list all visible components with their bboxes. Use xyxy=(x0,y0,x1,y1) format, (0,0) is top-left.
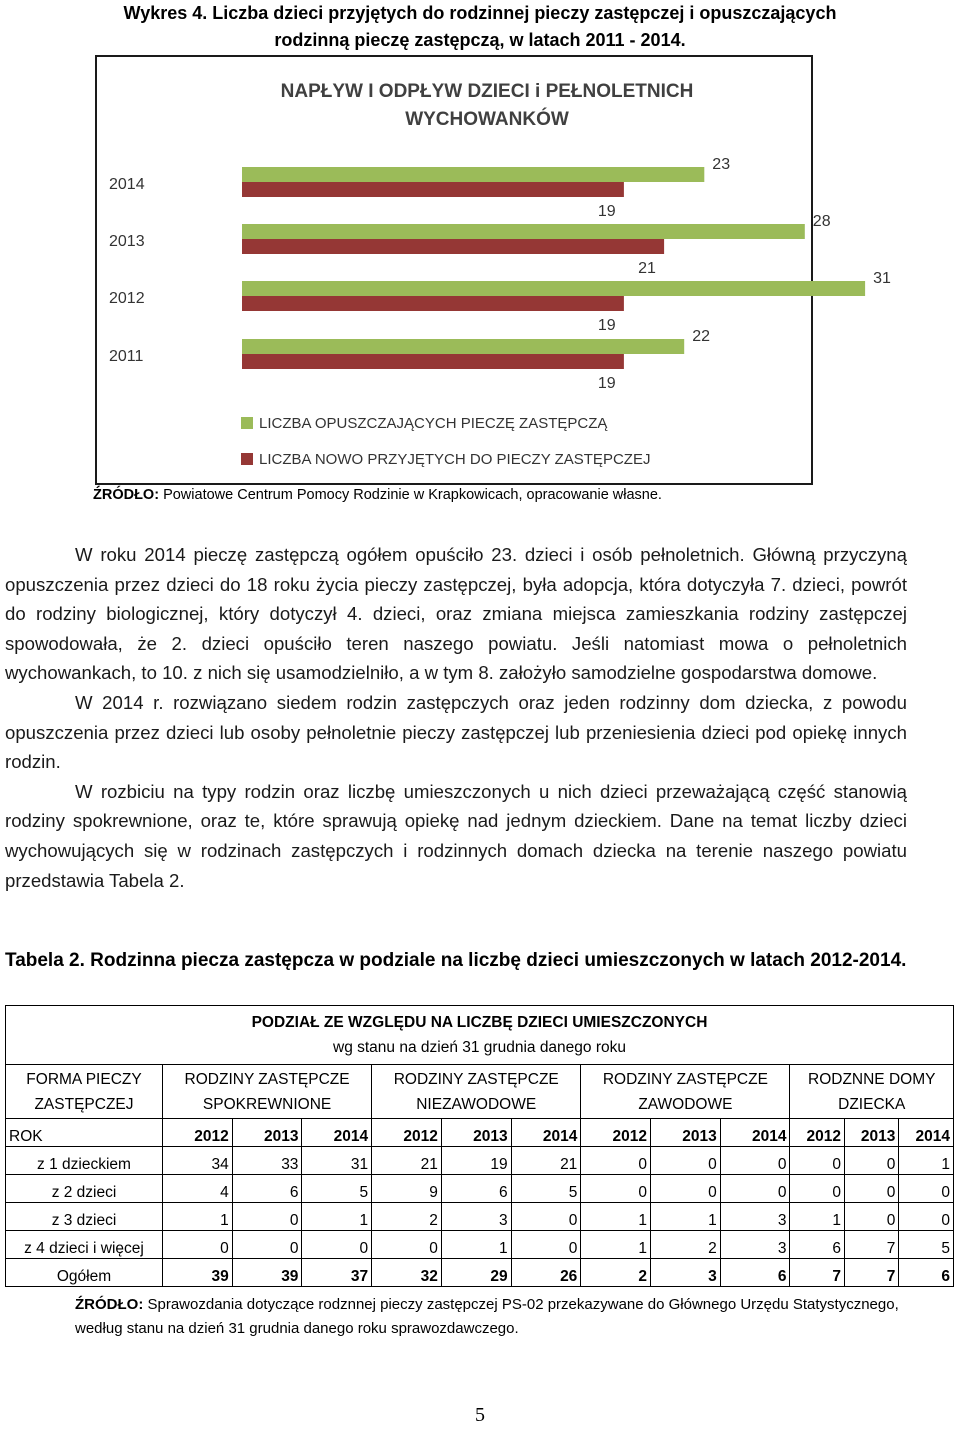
paragraph-3: W rozbiciu na typy rodzin oraz liczbę umieszczonych u nich dzieci przeważającą część stanowią rodziny spokrewnione, oraz te, które sprawują opiekę nad jednym dzieckiem. Dane na temat liczby dzieci wychowujących się w rodzinach zastępczych i rodzinnych domach dziecka na terenie naszego powiatu przedstawia Tabela 2. xyxy=(5,780,907,891)
chart-source-label: ŹRÓDŁO: xyxy=(93,487,160,503)
table-cell: 5 xyxy=(899,1231,954,1259)
year-cell: 2013 xyxy=(651,1119,721,1147)
table-cell: 39 xyxy=(163,1259,233,1287)
table-cell: 0 xyxy=(790,1175,844,1203)
data-label: 21 xyxy=(638,260,656,277)
table-cell: 1 xyxy=(163,1203,233,1231)
category-label: 2013 xyxy=(109,233,145,250)
category-label: 2012 xyxy=(109,290,145,307)
table-cell: 0 xyxy=(372,1231,442,1259)
data-table xyxy=(5,1005,954,1287)
legend-swatch-admitted xyxy=(241,453,253,465)
table-cell: 0 xyxy=(232,1203,302,1231)
table-header-title: PODZIAŁ ZE WZGLĘDU NA LICZBĘ DZIECI UMIESZCZONYCH xyxy=(251,1014,708,1031)
table-cell: 0 xyxy=(844,1203,898,1231)
table-cell: 39 xyxy=(232,1259,302,1287)
bar-admitted xyxy=(242,354,624,369)
table-cell: 4 xyxy=(163,1175,233,1203)
table-cell: 2 xyxy=(581,1259,651,1287)
row-label: z 2 dzieci xyxy=(6,1175,163,1203)
group-header-line-1: RODZINY ZASTĘPCZE xyxy=(393,1070,559,1088)
table-cell: 1 xyxy=(581,1203,651,1231)
year-cell: 2014 xyxy=(302,1119,372,1147)
table-cell: 32 xyxy=(372,1259,442,1287)
table-header-subtitle: wg stanu na dzień 31 grudnia danego roku xyxy=(333,1039,626,1056)
table-row xyxy=(6,1175,954,1203)
table-cell: 31 xyxy=(302,1147,372,1175)
year-label: ROK xyxy=(6,1119,163,1147)
table-cell: 6 xyxy=(720,1259,790,1287)
group-header xyxy=(581,1065,790,1119)
table-cell: 34 xyxy=(163,1147,233,1175)
chart-bars xyxy=(109,156,891,392)
table-source-text: Sprawozdania dotyczące rodznnej pieczy zastępczej PS-02 przekazywane do Głównego Urzędu Statystycznego, według stanu na dzień 31 grudnia danego roku sprawozdawczego. xyxy=(75,1296,899,1337)
table-cell: 29 xyxy=(441,1259,511,1287)
data-label: 23 xyxy=(712,156,731,173)
table-row xyxy=(6,1231,954,1259)
legend-label-leaving: LICZBA OPUSZCZAJĄCYCH PIECZĘ ZASTĘPCZĄ xyxy=(259,415,608,432)
table-cell: 7 xyxy=(844,1259,898,1287)
table-cell: 0 xyxy=(720,1175,790,1203)
paragraph-2: W 2014 r. rozwiązano siedem rodzin zastępczych oraz jeden rodzinny dom dziecka, z powodu opuszczenia przez dzieci lub osoby pełnoletnie pieczy zastępczej lub przeniesienia dzieci pod opiekę innych rodzin. xyxy=(5,691,907,773)
form-label-line-1: FORMA PIECZY xyxy=(26,1070,142,1088)
table-cell: 5 xyxy=(302,1175,372,1203)
table-title: Tabela 2. Rodzinna piecza zastępcza w podziale na liczbę dzieci umieszczonych w latach 2012-2014. xyxy=(5,950,907,971)
group-header-line-2: NIEZAWODOWE xyxy=(416,1095,537,1113)
bar-chart xyxy=(97,57,891,483)
data-label: 19 xyxy=(597,317,616,334)
row-label: z 4 dzieci i więcej xyxy=(6,1231,163,1259)
table-cell: 0 xyxy=(581,1147,651,1175)
year-cell: 2014 xyxy=(511,1119,581,1147)
paragraph-1: W roku 2014 pieczę zastępczą ogółem opuściło 23. dzieci i osób pełnoletnich. Główną przyczyną opuszczenia przez dzieci do 18 roku życia pieczy zastępczej, była adopcja, która dotyczyła 7. dzieci, powrót do rodziny biologicznej, który dotyczył 4. dzieci, oraz zmiana miejsca zamieszkania rodziny zastępczej spowodowała, że 2. dzieci opuściło teren naszego powiatu. Jeśli natomiast mowa o pełnoletnich wychowankach, to 10. z nich się usamodzielniło, a w tym 8. założyło samodzielne gospodarstwa domowe. xyxy=(5,544,907,684)
table-cell: 5 xyxy=(511,1175,581,1203)
year-cell: 2012 xyxy=(372,1119,442,1147)
legend-swatch-leaving xyxy=(241,417,253,429)
table-cell: 6 xyxy=(899,1259,954,1287)
table-cell: 2 xyxy=(651,1231,721,1259)
table-cell: 0 xyxy=(651,1175,721,1203)
bar-leaving xyxy=(242,167,704,182)
group-header-line-1: RODZINY ZASTĘPCZE xyxy=(602,1070,768,1088)
row-label: z 1 dzieckiem xyxy=(6,1147,163,1175)
bar-admitted xyxy=(242,296,624,311)
year-cell: 2013 xyxy=(844,1119,898,1147)
data-label: 19 xyxy=(597,375,616,392)
table-cell: 0 xyxy=(790,1147,844,1175)
table-row xyxy=(6,1147,954,1175)
group-header-line-2: DZIECKA xyxy=(838,1095,906,1113)
group-header xyxy=(163,1065,372,1119)
data-label: 19 xyxy=(597,203,616,220)
body-text xyxy=(5,540,907,895)
category-label: 2014 xyxy=(109,176,145,193)
year-cell: 2012 xyxy=(581,1119,651,1147)
chart-title-line-2: WYCHOWANKÓW xyxy=(405,109,569,130)
table-cell: 0 xyxy=(844,1147,898,1175)
chart-legend xyxy=(241,415,650,468)
table-cell: 33 xyxy=(232,1147,302,1175)
table-cell: 6 xyxy=(790,1231,844,1259)
table-cell: 1 xyxy=(302,1203,372,1231)
data-label: 22 xyxy=(692,328,710,345)
table-source xyxy=(75,1293,935,1341)
table-cell: 3 xyxy=(720,1203,790,1231)
form-label-line-2: ZASTĘPCZEJ xyxy=(34,1095,134,1113)
chart-source-text: Powiatowe Centrum Pomocy Rodzinie w Krapkowicach, opracowanie własne. xyxy=(159,487,662,503)
figure-caption xyxy=(0,0,960,54)
table-cell: 1 xyxy=(441,1231,511,1259)
table-cell: 1 xyxy=(899,1147,954,1175)
legend-label-admitted: LICZBA NOWO PRZYJĘTYCH DO PIECZY ZASTĘPCZEJ xyxy=(259,451,651,468)
bar-leaving xyxy=(242,224,805,239)
year-cell: 2014 xyxy=(899,1119,954,1147)
table-cell: 0 xyxy=(899,1203,954,1231)
chart-frame xyxy=(95,55,891,485)
table-cell: 21 xyxy=(372,1147,442,1175)
table-cell: 0 xyxy=(511,1231,581,1259)
table-cell: 3 xyxy=(441,1203,511,1231)
year-cell: 2012 xyxy=(163,1119,233,1147)
table-cell: 0 xyxy=(651,1147,721,1175)
caption-line-1: Wykres 4. Liczba dzieci przyjętych do rodzinnej pieczy zastępczej i opuszczających xyxy=(123,3,837,23)
table-cell: 9 xyxy=(372,1175,442,1203)
year-cell: 2014 xyxy=(720,1119,790,1147)
group-header-line-2: ZAWODOWE xyxy=(638,1095,733,1113)
table-cell: 0 xyxy=(232,1231,302,1259)
group-header-line-1: RODZINY ZASTĘPCZE xyxy=(184,1070,350,1088)
row-label: Ogółem xyxy=(6,1259,163,1287)
data-label: 31 xyxy=(873,270,891,287)
group-header-line-1: RODZNNE DOMY xyxy=(808,1070,936,1088)
table-cell: 0 xyxy=(581,1175,651,1203)
page-number: 5 xyxy=(475,1404,485,1426)
table-cell: 21 xyxy=(511,1147,581,1175)
bar-admitted xyxy=(242,182,624,197)
data-label: 28 xyxy=(812,213,831,230)
table-cell: 6 xyxy=(232,1175,302,1203)
table-cell: 3 xyxy=(720,1231,790,1259)
total-row xyxy=(6,1259,954,1287)
group-header xyxy=(790,1065,954,1119)
group-header xyxy=(372,1065,581,1119)
row-label: z 3 dzieci xyxy=(6,1203,163,1231)
table-cell: 0 xyxy=(720,1147,790,1175)
year-cell: 2013 xyxy=(232,1119,302,1147)
table-cell: 7 xyxy=(790,1259,844,1287)
table-cell: 6 xyxy=(441,1175,511,1203)
table-cell: 0 xyxy=(844,1175,898,1203)
group-header-line-2: SPOKREWNIONE xyxy=(202,1095,332,1113)
table-row xyxy=(6,1203,954,1231)
table-cell: 0 xyxy=(511,1203,581,1231)
table-cell: 0 xyxy=(899,1175,954,1203)
table-cell: 0 xyxy=(163,1231,233,1259)
table-header xyxy=(6,1006,954,1065)
form-label-cell xyxy=(6,1065,163,1119)
table-cell: 7 xyxy=(844,1231,898,1259)
table-body xyxy=(6,1147,954,1287)
table-source-label: ŹRÓDŁO: xyxy=(75,1296,144,1313)
table-cell: 1 xyxy=(651,1203,721,1231)
table-cell: 37 xyxy=(302,1259,372,1287)
chart-title-line-1: NAPŁYW I ODPŁYW DZIECI i PEŁNOLETNICH xyxy=(280,81,694,102)
bar-leaving xyxy=(242,339,684,354)
table-cell: 19 xyxy=(441,1147,511,1175)
table-cell: 2 xyxy=(372,1203,442,1231)
caption-line-2: rodzinną pieczę zastępczą, w latach 2011 - 2014. xyxy=(274,30,686,50)
table-cell: 1 xyxy=(790,1203,844,1231)
year-cell: 2012 xyxy=(790,1119,844,1147)
table-cell: 1 xyxy=(581,1231,651,1259)
category-label: 2011 xyxy=(109,348,144,365)
year-cell: 2013 xyxy=(441,1119,511,1147)
table-cell: 26 xyxy=(511,1259,581,1287)
year-row xyxy=(6,1119,954,1147)
chart-source xyxy=(93,487,662,503)
bar-admitted xyxy=(242,239,664,254)
table-cell: 0 xyxy=(302,1231,372,1259)
bar-leaving xyxy=(242,281,865,296)
table-cell: 3 xyxy=(651,1259,721,1287)
